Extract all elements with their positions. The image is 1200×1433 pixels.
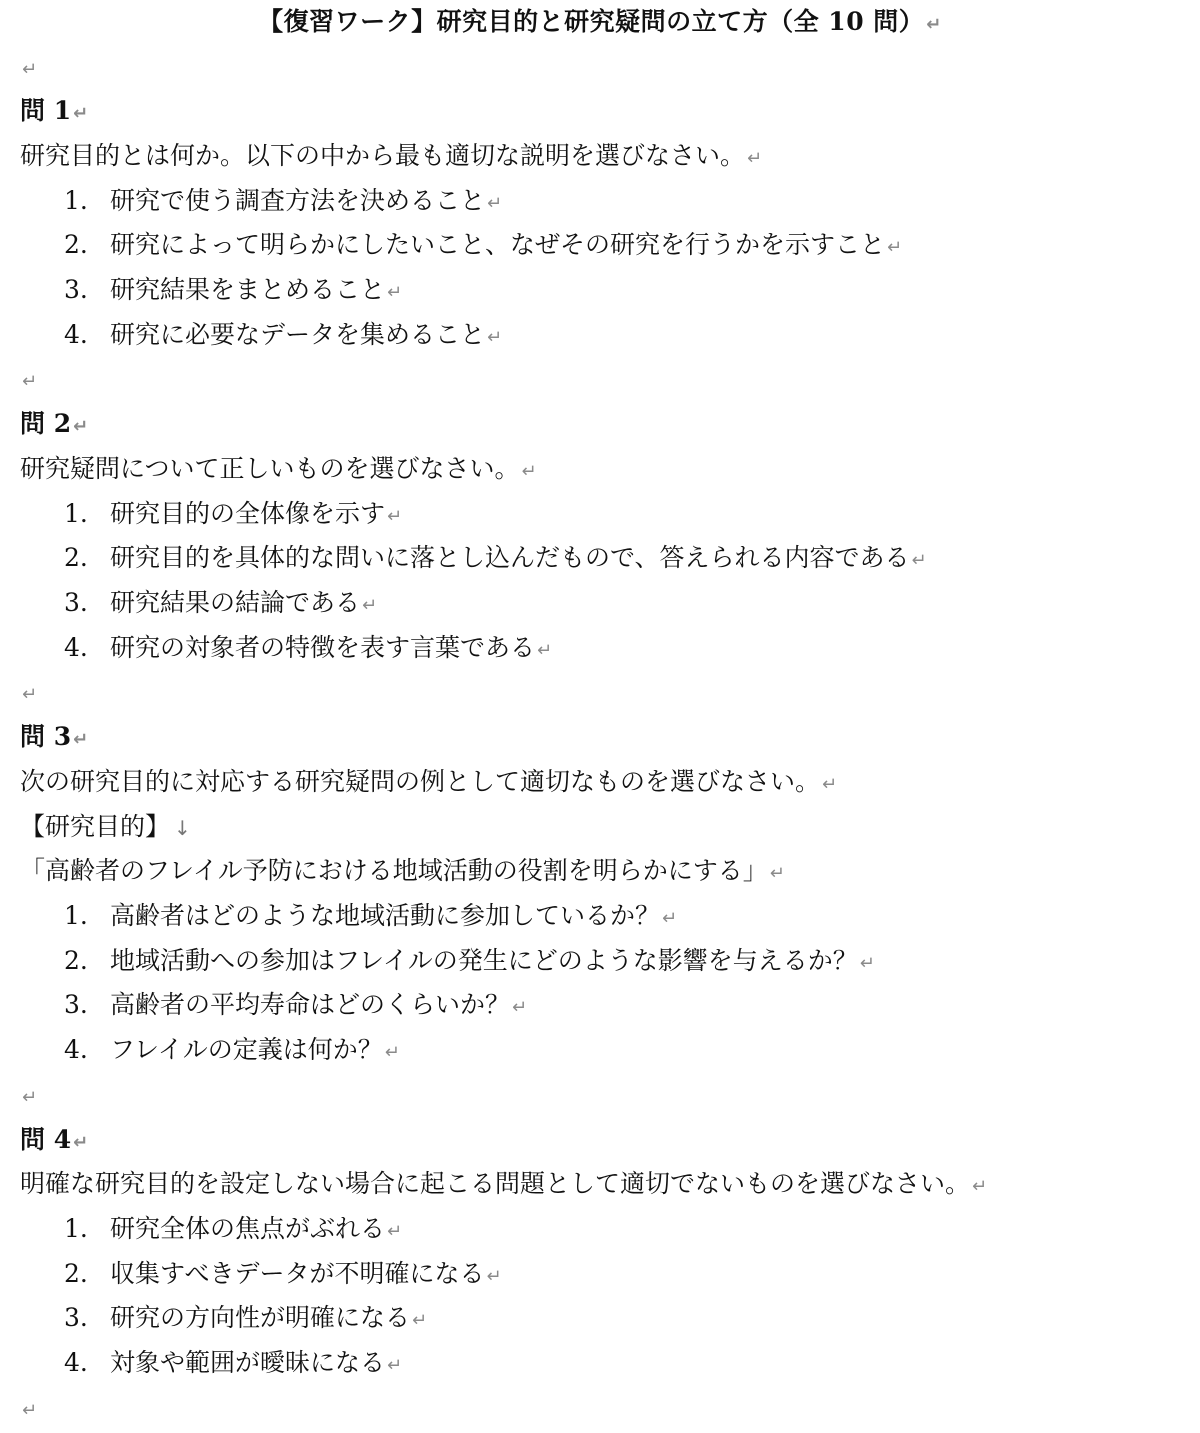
- paragraph-mark: ↵: [73, 416, 89, 437]
- paragraph-mark: ↵: [512, 997, 528, 1018]
- paragraph-mark: ↵: [73, 1132, 89, 1153]
- question-3-option: [64, 1028, 400, 1072]
- paragraph-mark: ↵: [537, 640, 553, 661]
- line-break-arrow-icon: ↓: [174, 816, 191, 840]
- option-number: 4.: [64, 633, 88, 662]
- option-number: 3.: [64, 990, 88, 1019]
- paragraph-mark: ↵: [822, 774, 838, 795]
- question-3-option: [64, 983, 527, 1027]
- option-number: 4.: [64, 320, 88, 349]
- option-text: 研究結果をまとめること: [110, 275, 386, 304]
- paragraph-mark: ↵: [387, 1221, 403, 1242]
- question-4-option: [64, 1296, 427, 1340]
- document-title-text: 【復習ワーク】研究目的と研究疑問の立て方（全 10 問）: [258, 7, 925, 36]
- paragraph-mark: ↵: [487, 327, 503, 348]
- paragraph-mark: ↵: [22, 684, 38, 705]
- question-1-prompt: 研究目的とは何か。以下の中から最も適切な説明を選びなさい。 ↵: [20, 141, 763, 170]
- blank-line: [20, 1073, 37, 1117]
- paragraph-mark: ↵: [859, 953, 875, 974]
- question-2-heading: 問 2 ↵: [20, 409, 89, 438]
- paragraph-mark: ↵: [662, 908, 678, 929]
- question-3-option: [64, 894, 677, 938]
- option-text: 研究全体の焦点がぶれる: [110, 1214, 386, 1243]
- question-4-option: [64, 1341, 402, 1385]
- blank-line: [20, 45, 37, 89]
- option-text: 研究目的を具体的な問いに落とし込んだもので、答えられる内容である: [110, 543, 910, 572]
- option-number: 1.: [64, 186, 88, 215]
- paragraph-mark: ↵: [926, 14, 942, 35]
- question-4-option: [64, 1252, 502, 1296]
- question-1-option: [64, 268, 402, 312]
- question-4-option: [64, 1207, 402, 1251]
- paragraph-mark: ↵: [412, 1310, 428, 1331]
- paragraph-mark: ↵: [887, 237, 903, 258]
- option-text: 研究によって明らかにしたいこと、なぜその研究を行うかを示すこと: [110, 230, 886, 259]
- paragraph-mark: ↵: [747, 148, 763, 169]
- question-2-option: [64, 626, 552, 670]
- paragraph-mark: ↵: [73, 103, 89, 124]
- option-text: 対象や範囲が曖昧になる: [110, 1348, 386, 1377]
- option-text: 研究に必要なデータを集めること: [110, 320, 486, 349]
- option-text: 研究の対象者の特徴を表す言葉である: [110, 633, 536, 662]
- question-2-prompt: 研究疑問について正しいものを選びなさい。 ↵: [20, 454, 537, 483]
- question-3-heading: 問 3 ↵: [20, 722, 89, 751]
- paragraph-mark: ↵: [387, 506, 403, 527]
- question-3-purpose-label: 【研究目的】 ↓: [20, 812, 191, 841]
- question-2-option: [64, 492, 402, 536]
- option-text: 高齢者はどのような地域活動に参加しているか？: [110, 901, 661, 930]
- question-2-option: [64, 536, 927, 580]
- paragraph-mark: ↵: [73, 729, 89, 750]
- question-2-option: [64, 581, 377, 625]
- blank-line: [20, 670, 37, 714]
- option-number: 3.: [64, 1303, 88, 1332]
- question-1-option: [64, 179, 502, 223]
- option-number: 2.: [64, 946, 88, 975]
- blank-line: [20, 357, 37, 401]
- option-text: 地域活動への参加はフレイルの発生にどのような影響を与えるか？: [110, 946, 858, 975]
- paragraph-mark: ↵: [22, 371, 38, 392]
- option-number: 2.: [64, 1259, 88, 1288]
- paragraph-mark: ↵: [22, 1400, 38, 1421]
- question-4-heading: 問 4 ↵: [20, 1125, 89, 1154]
- question-3-option: [64, 939, 875, 983]
- option-number: 2.: [64, 230, 88, 259]
- paragraph-mark: ↵: [387, 282, 403, 303]
- question-1-option: [64, 223, 902, 267]
- option-number: 1.: [64, 499, 88, 528]
- option-text: 研究結果の結論である: [110, 588, 361, 617]
- option-text: 研究の方向性が明確になる: [110, 1303, 411, 1332]
- paragraph-mark: ↵: [486, 1266, 502, 1287]
- option-text: 研究目的の全体像を示す: [110, 499, 386, 528]
- document-title: [0, 0, 1200, 44]
- option-number: 3.: [64, 275, 88, 304]
- paragraph-mark: ↵: [362, 595, 378, 616]
- option-text: 研究で使う調査方法を決めること: [110, 186, 486, 215]
- paragraph-mark: ↵: [22, 1087, 38, 1108]
- paragraph-mark: ↵: [22, 59, 38, 80]
- question-3-prompt: 次の研究目的に対応する研究疑問の例として適切なものを選びなさい。 ↵: [20, 767, 838, 796]
- paragraph-mark: ↵: [487, 193, 503, 214]
- question-1-option: [64, 313, 502, 357]
- option-text: 収集すべきデータが不明確になる: [110, 1259, 485, 1288]
- question-4-prompt: 明確な研究目的を設定しない場合に起こる問題として適切でないものを選びなさい。 ↵: [20, 1169, 988, 1198]
- option-number: 1.: [64, 901, 88, 930]
- question-1-heading: 問 1 ↵: [20, 96, 89, 125]
- paragraph-mark: ↵: [972, 1176, 988, 1197]
- paragraph-mark: ↵: [911, 550, 927, 571]
- paragraph-mark: ↵: [521, 461, 537, 482]
- option-text: 高齢者の平均寿命はどのくらいか？: [110, 990, 511, 1019]
- paragraph-mark: ↵: [384, 1042, 400, 1063]
- option-number: 4.: [64, 1348, 88, 1377]
- option-number: 3.: [64, 588, 88, 617]
- question-3-purpose-text: 「高齢者のフレイル予防における地域活動の役割を明らかにする」 ↵: [20, 856, 785, 885]
- blank-line: [20, 1386, 38, 1421]
- paragraph-mark: ↵: [769, 863, 785, 884]
- option-number: 4.: [64, 1035, 88, 1064]
- paragraph-mark: ↵: [387, 1355, 403, 1376]
- option-number: 1.: [64, 1214, 88, 1243]
- option-text: フレイルの定義は何か？: [110, 1035, 383, 1064]
- option-number: 2.: [64, 543, 88, 572]
